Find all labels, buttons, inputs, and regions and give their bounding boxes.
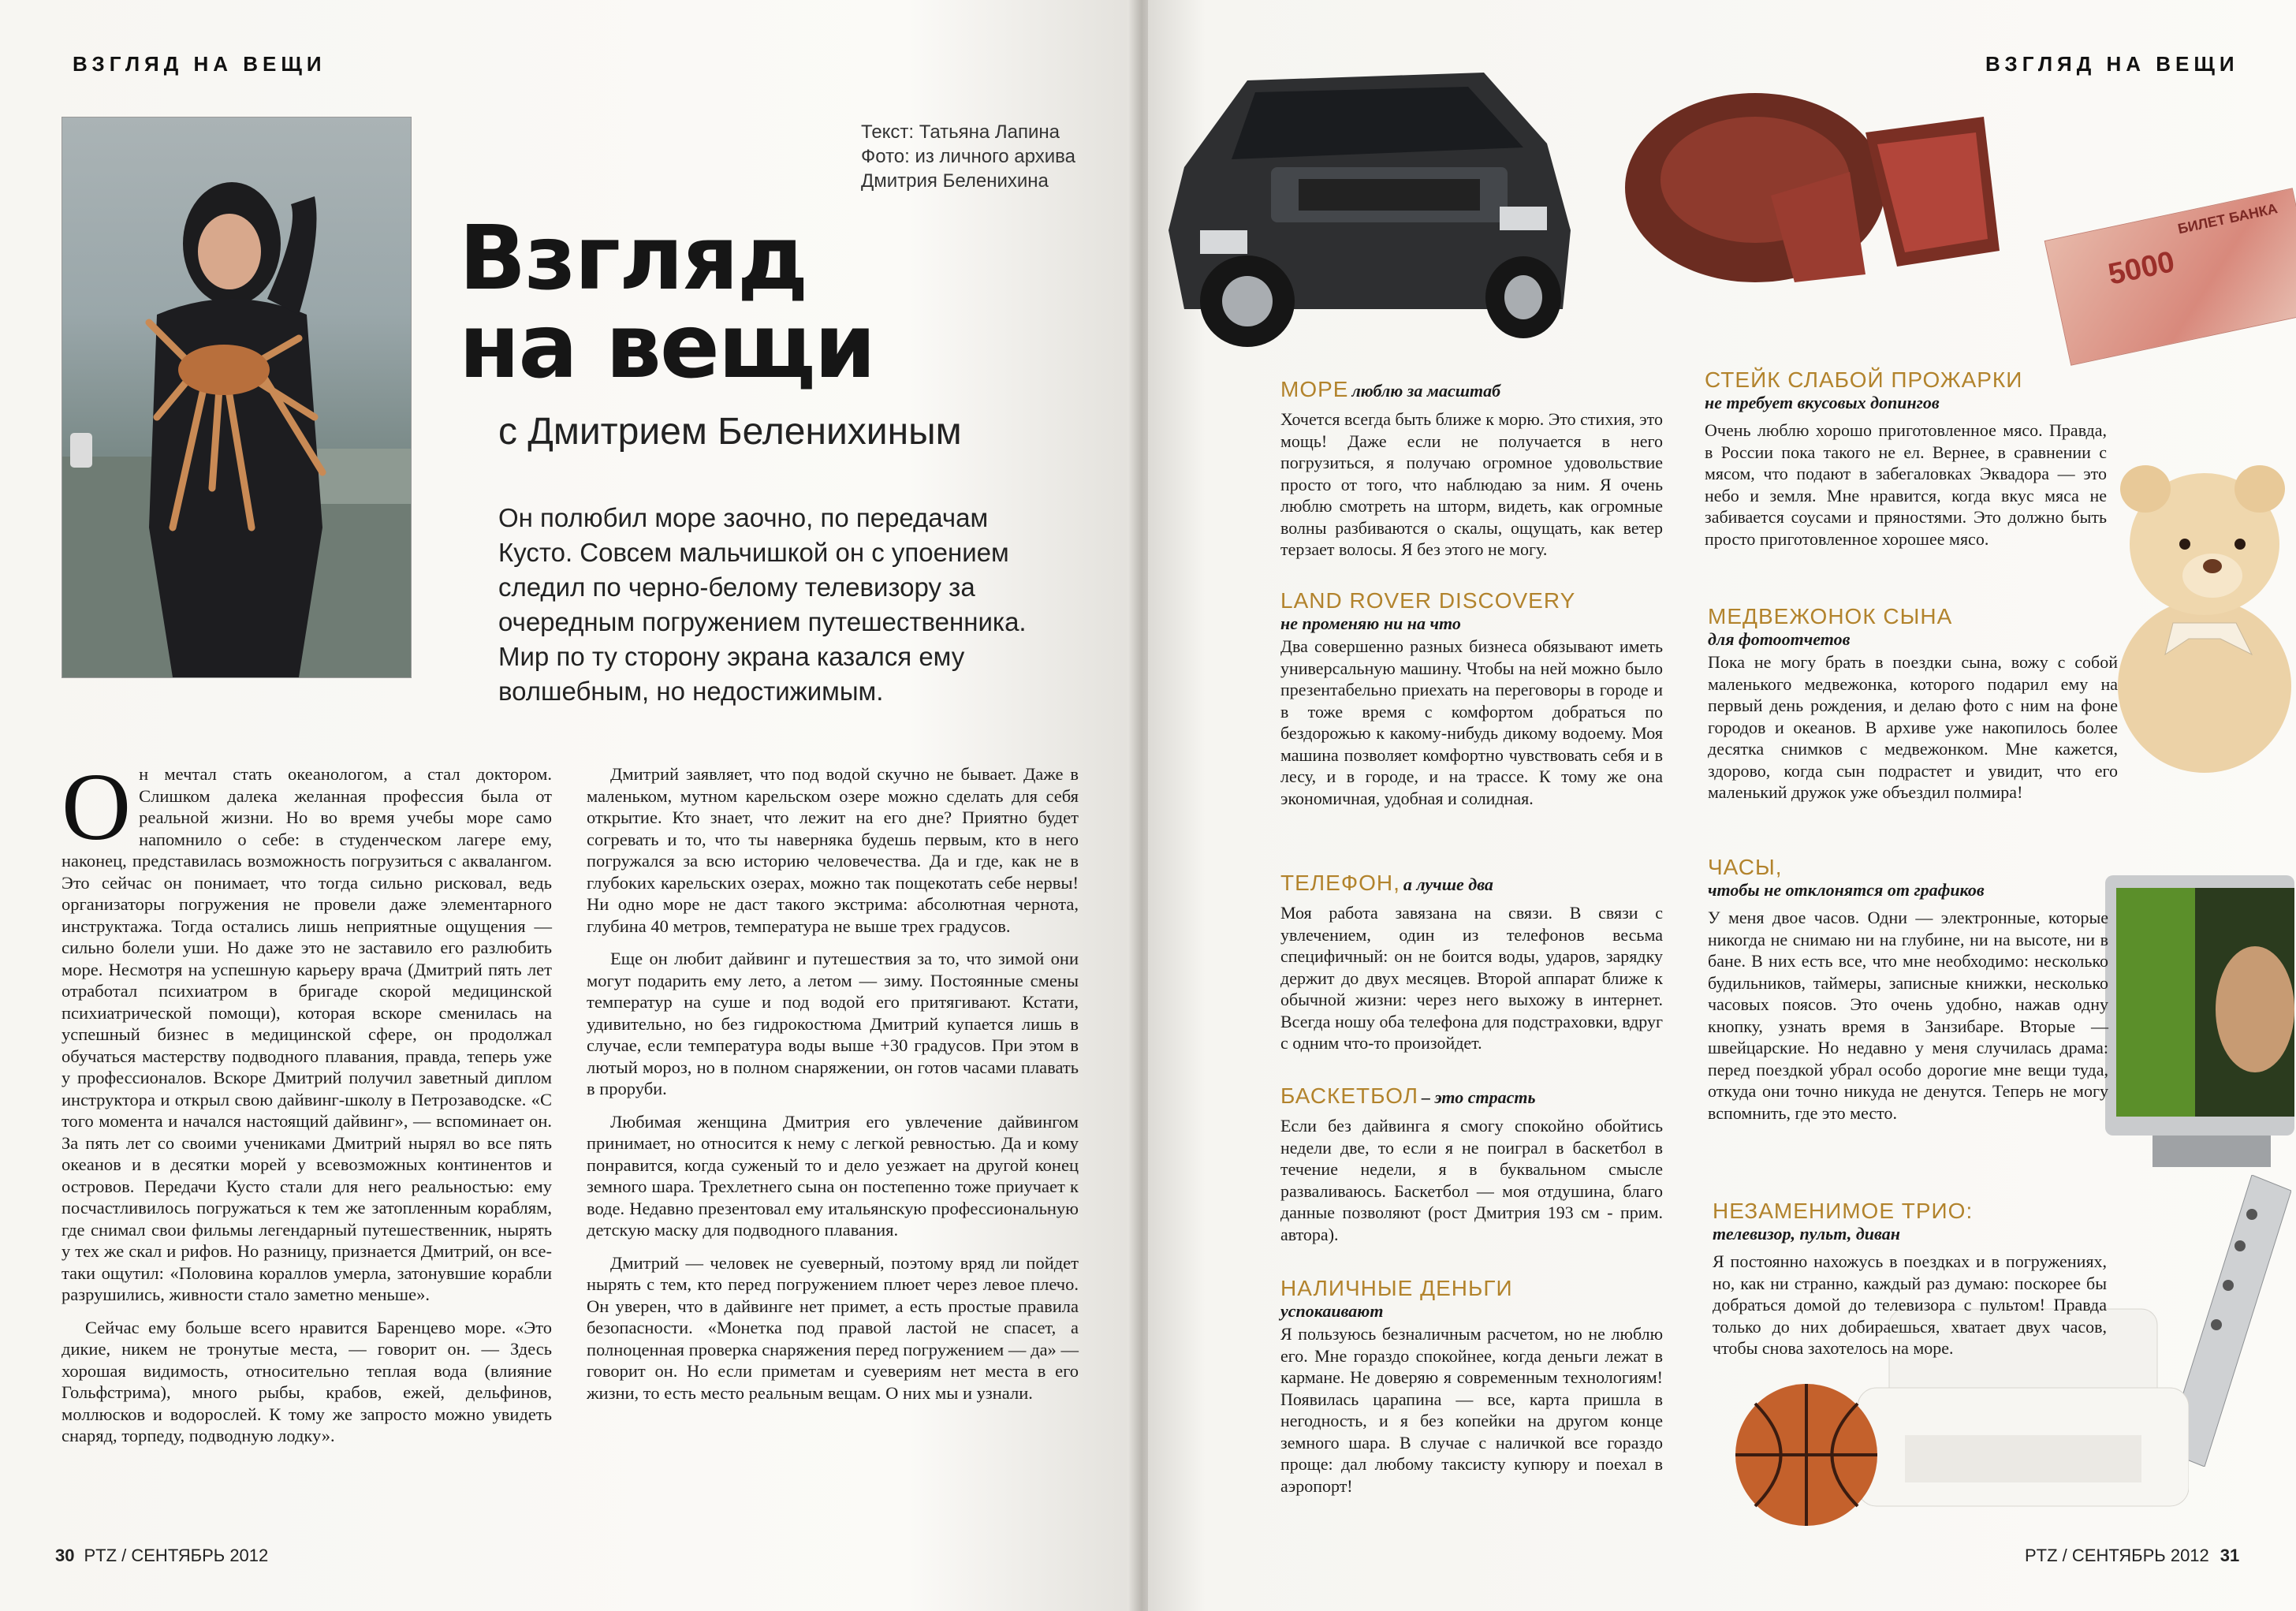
section-heading: ТЕЛЕФОН, — [1280, 871, 1400, 895]
section-watches — [1708, 855, 2108, 1124]
page-title: Взгляд на вещи — [459, 207, 875, 398]
section-subheading: для фотоотчетов — [1708, 629, 1851, 649]
section-heading: СТЕЙК СЛАБОЙ ПРОЖАРКИ — [1705, 367, 2023, 392]
section-header-left: ВЗГЛЯД НА ВЕЩИ — [73, 52, 326, 76]
footer-issue: PTZ / СЕНТЯБРЬ 2012 — [84, 1546, 269, 1565]
section-steak — [1705, 367, 2107, 550]
article-paragraph: Дмитрий заявляет, что под водой скучно не бывает. Даже в маленьком, мутном карельском озере можно сделать для себя открытие. Кто знает, что лежит на его дне? Приятно будет согревать и то, что ты наверняка будешь первым, кто в него погружался за всю историю человечества. Да и где, как не в глубоких карельских озерах, можно так пощекотать себе нервы! Ни одно море не даст такого экстрима: абсолютная чернота, глубина 40 метров, температура не выше трех градусов. — [587, 764, 1079, 936]
steak-image — [1613, 69, 2007, 298]
section-text: Пока не могу брать в поездки сына, вожу с собой маленького медвежонка, которого подарил ему на первый день рождения, и делаю фото с ним на фоне городов и океанов. В архиве уже накопилось более десятка снимков с медвежонком. Мне кажется, здорово, когда сын подрастет и увидит, что его маленький дружок уже объездил полмира! — [1708, 652, 2118, 802]
drop-cap: О — [62, 754, 132, 860]
section-subheading: – это страсть — [1422, 1087, 1536, 1107]
right-page — [1148, 0, 2296, 1611]
tv-image — [2105, 875, 2294, 1175]
lead-paragraph: Он полюбил море заочно, по передачам Кусто. Совсем мальчишкой он с упоением следил по черно-белому телевизору за очередным погружением путешественника. Мир по ту сторону экрана казался ему волшебным, но недостижимым. — [498, 503, 1027, 706]
credits: Текст: Татьяна Лапина Фото: из личного архива Дмитрия Беленихина — [861, 121, 1075, 192]
section-basketball — [1280, 1083, 1663, 1245]
section-subheading: не требует вкусовых допингов — [1705, 393, 1940, 412]
article-paragraph: Дмитрий — человек не суеверный, поэтому вряд ли пойдет нырять с тем, кто перед погружением плюет через левое плечо. Он уверен, что в дайвинге нет примет, а есть простые правила безопасности. «Монетка под правой ластой не спасет, а полноценная проверка снаряжения перед погружением — да» — говорит он. Но если приметам и суевериям нет места в его жизни, то есть место реальным вещам. О них мы и узнали. — [587, 1252, 1079, 1403]
article-paragraph: Любимая женщина Дмитрия его увлечение дайвингом принимает, но относится к нему с легкой ревностью. Да и кому понравится, когда суженый то и дело уезжает на другой конец земного шара. Трехлетнего сына он постепенно тоже приучает к воде. Недавно презентовал ему итальянскую профессиональную детскую маску для подводного плавания. — [587, 1111, 1079, 1240]
section-trio — [1713, 1199, 2107, 1359]
section-subheading: не променяю ни на что — [1280, 613, 1461, 633]
article-column-2 — [587, 763, 1079, 1415]
section-text: Моя работа завязана на связи. В связи с увлечением, один из телефонов весьма специфичный: он не боится воды, ударов, зарядку держит до двух месяцев. Второй аппарат ближе к обычной жизни: через него выхожу в интернет. Всегда ношу оба телефона для подстраховки, вдруг с одним что-то произойдет. — [1280, 903, 1663, 1053]
banknote-image — [2044, 188, 2296, 365]
section-text: Я пользуюсь безналичным расчетом, но не люблю его. Мне гораздо спокойнее, когда деньги лежат в кармане. Не доверяю я современным технологиям! Появилась царапина — все, карта пришла в негодность, и я без копейки на другом конце земного шара. В случае с наличкой все гораздо проще: дал любому таксисту купюру и поехал в аэропорт! — [1280, 1324, 1663, 1496]
teddy-bear-image — [2102, 457, 2296, 773]
section-heading: БАСКЕТБОЛ — [1280, 1083, 1419, 1108]
section-text: Очень люблю хорошо приготовленное мясо. Правда, в России пока такого не ел. Вернее, в сравнении с мясом, что подают в забегаловках Эквадора — это небо и земля. Мне нравится, когда вкус мяса не забивается соусами и пряностями. Это должно быть просто приготовленное хорошее мясо. — [1705, 420, 2107, 549]
banknote-value: 5000 — [2105, 245, 2178, 292]
section-subheading: а лучше два — [1403, 874, 1493, 894]
page-number: 31 — [2220, 1546, 2240, 1565]
banknote-label: БИЛЕТ БАНКА — [2176, 200, 2279, 237]
article-paragraph: Сейчас ему больше всего нравится Баренцево море. «Это дикие, никем не тронутые места, — говорит он. — Здесь хорошая видимость, относительно теплая вода (влияние Гольфстрима), много рыбы, крабов, ежей, дельфинов, моллюсков и водорослей. К тому же запросто можно увидеть снаряд, торпеду, подводную лодку». — [62, 1317, 552, 1445]
subtitle: с Дмитрием Беленихиным — [498, 411, 962, 453]
section-phone — [1280, 871, 1663, 1054]
article-paragraph: Еще он любит дайвинг и путешествия за то, что зимой они могут подарить ему лето, а летом — зиму. Постоянные смены температур на суше и под водой его притягивают. Кстати, удивительно, но без гидрокостюма Дмитрий купается лишь в случае, если температура воды выше +30 градусов. При этом в лютый мороз, но в полном снаряжении, он готов часами плавать в проруби. — [587, 949, 1079, 1098]
diver-photo — [62, 117, 412, 678]
section-text: Два совершенно разных бизнеса обязывают иметь универсальную машину. Чтобы на ней можно было презентабельно приехать на переговоры в городе и в тоже время с комфортом добраться по бездорожью к какому-нибудь дикому водоему. Моя машина позволяет комфортно чувствовать себя и в лесу, и в городе, и на трассе. К тому же она экономичная, удобная и солидная. — [1280, 636, 1663, 808]
footer-right — [2025, 1546, 2239, 1566]
section-cash — [1280, 1276, 1663, 1497]
section-text: У меня двое часов. Одни — электронные, которые никогда не снимаю ни на глубине, ни на высоте, ни в бане. В них есть все, что мне необходимо: несколько будильников, таймеры, записные книжки, несколько часовых поясов. Это очень удобно, нажав одну кнопку, узнать время в Занзибаре. Вторые — швейцарские. Но недавно у меня случилась драма: перед поездкой убрал особо дорогие мне вещи туда, откуда они точно никуда не денутся. Теперь не могу вспомнить, где это место. — [1708, 908, 2108, 1123]
section-text: Если без дайвинга я смогу спокойно обойтись недели две, то если я не поиграл в баскетбол в течение недели, я в буквальном смысле разваливаюсь. Баскетбол — моя отдушина, благо данные позволяют (рост Дмитрия 193 см - прим. автора). — [1280, 1116, 1663, 1244]
basketball-image — [1731, 1380, 1881, 1530]
section-sea — [1280, 377, 1663, 561]
section-subheading: телевизор, пульт, диван — [1713, 1224, 1900, 1244]
section-subheading: успокаивают — [1280, 1301, 1384, 1321]
section-heading: ЧАСЫ, — [1708, 855, 1783, 879]
section-text: Я постоянно нахожусь в поездках и в погружениях, но, как ни странно, каждый раз думаю: поскорее бы добраться домой до телевизора с пультом! Правда только до них добираешься, хватает двух часов, чтобы снова захотелось на море. — [1713, 1251, 2107, 1358]
section-subheading: люблю за масштаб — [1351, 381, 1501, 401]
section-text: Хочется всегда быть ближе к морю. Это стихия, это мощь! Даже если не получается в него погрузиться, я получаю огромное удовольствие просто от того, что наблюдаю за ним. Я очень люблю смотреть на шторм, видеть, как огромные волны разбиваются о скалы, ощущать, как ветер терзает волосы. Я без этого не могу. — [1280, 409, 1663, 559]
section-header-right: ВЗГЛЯД НА ВЕЩИ — [1985, 52, 2239, 76]
section-heading: LAND ROVER DISCOVERY — [1280, 588, 1576, 613]
section-heading: МОРЕ — [1280, 377, 1349, 401]
section-subheading: чтобы не отклонятся от графиков — [1708, 880, 1985, 900]
section-teddy — [1708, 604, 2118, 804]
article-column-1 — [62, 754, 552, 1458]
article-paragraph: Он мечтал стать океанологом, а стал доктором. Слишком далека желанная профессия была от реальной жизни. Но во время учебы море само напомнило о себе: в студенческом лагере ему, наконец, представилась возможность погрузиться с аквалангом. Это сейчас он понимает, что тогда сильно рисковал, ведь организаторы погружения не провели даже элементарного инструктажа. Тогда остались лишь неприятные ощущения — сильно болели уши. Но даже это не заставило его разлюбить море. Несмотря на успешную карьеру врача (Дмитрий пять лет отработал психиатром в бригаде скорой медицинской психиатрической помощи), которая вскоре сменилась на успешный бизнес в медицинской сфере, он продолжал обучаться мастерству подводного плавания, правда, теперь уже у профессионалов. Вскоре Дмитрий получил заветный диплом инструктора и открыл свою дайвинг-школу в Петрозаводске. «С того момента и начался настоящий дайвинг», — вспоминает он. За пять лет со своими учениками Дмитрий нырял во все пять океанов и в десятки морей у всевозможных континентов и островов. Передачи Кусто стали для него реальностью: ему посчастливилось погружаться к тем же затопленным кораблям, где снимал свои фильмы легендарный путешественник, нырять у тех же скал и рифов. Но разницу, признается Дмитрий, он все-таки ощутил: «Половина кораллов умерла, затонувшие корабли разрушились, живности стало заметно меньше». — [62, 754, 552, 1304]
page-number: 30 — [55, 1546, 75, 1565]
land-rover-image — [1153, 49, 1586, 349]
section-land-rover — [1280, 588, 1663, 809]
left-page — [0, 0, 1135, 1611]
diver-illustration — [62, 117, 411, 677]
section-heading: НАЛИЧНЫЕ ДЕНЬГИ — [1280, 1276, 1513, 1300]
section-heading: МЕДВЕЖОНОК СЫНА — [1708, 604, 1953, 628]
section-heading: НЕЗАМЕНИМОЕ ТРИО: — [1713, 1199, 1974, 1223]
footer-left — [55, 1546, 268, 1566]
footer-issue: PTZ / СЕНТЯБРЬ 2012 — [2025, 1546, 2209, 1565]
